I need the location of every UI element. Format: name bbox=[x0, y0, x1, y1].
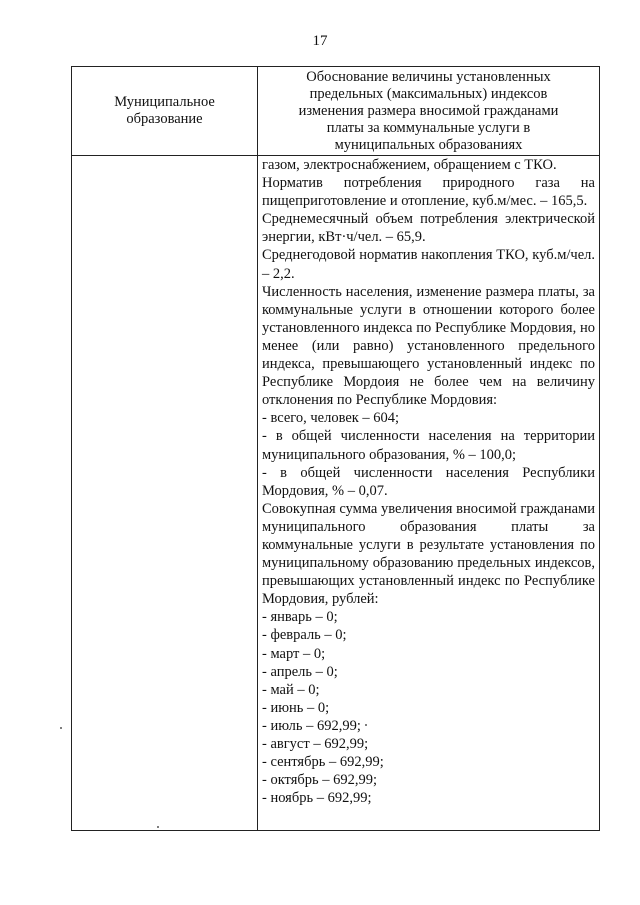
justification-content bbox=[262, 156, 595, 807]
header-justification-line: платы за коммунальные услуги в bbox=[326, 120, 531, 136]
content-paragraph: Совокупная сумма увеличения вносимой гражданами муниципального образования платы за коммунальные услуги в результате установления по муниципальному образованию предельных индексов, превышающих установленный индекс по Республике Мордовия, рублей: bbox=[262, 500, 595, 608]
content-list-item: - в общей численности населения на территории муниципального образования, % – 100,0; bbox=[262, 428, 595, 463]
header-justification-line: муниципальных образованиях bbox=[334, 137, 523, 153]
month-item: - сентябрь – 692,99; bbox=[262, 754, 384, 771]
header-justification bbox=[258, 68, 599, 155]
document-table bbox=[71, 66, 600, 831]
header-municipality bbox=[72, 67, 257, 155]
content-list-item: - всего, человек – 604; bbox=[262, 410, 400, 427]
content-list-item: - в общей численности населения Республики Мордовия, % – 0,07. bbox=[262, 464, 595, 499]
month-item: - июль – 692,99; bbox=[262, 717, 361, 734]
header-justification-line: предельных (максимальных) индексов bbox=[309, 86, 548, 102]
month-item: - август – 692,99; bbox=[262, 736, 369, 752]
content-paragraph: Среднегодовой норматив накопления ТКО, куб.м/чел. – 2,2. bbox=[262, 247, 595, 282]
scan-speck bbox=[157, 826, 159, 828]
content-paragraph: Среднемесячный объем потребления электрической энергии, кВт·ч/чел. – 65,9. bbox=[262, 211, 595, 246]
month-item: - июнь – 0; bbox=[262, 699, 330, 716]
month-item: - апрель – 0; bbox=[262, 663, 338, 680]
content-paragraph: газом, электроснабжением, обращением с ТКО. bbox=[262, 157, 557, 173]
column-divider bbox=[257, 67, 258, 830]
content-paragraph: Норматив потребления природного газа на пищеприготовление и отопление, куб.м/мес. – 165,5. bbox=[262, 175, 595, 210]
scan-speck bbox=[60, 727, 62, 729]
content-paragraph: Численность населения, изменение размера платы, за коммунальные услуги в отношении которого более установленного индекса по Республике Мордовия, но менее (или равно) установленного предельного индекса, превышающего установленный индекс по Республике Мордоия не более чем на величину отклонения по Республике Мордовия: bbox=[262, 283, 595, 409]
header-justification-line: изменения размера вносимой гражданами bbox=[298, 103, 559, 119]
scan-speck bbox=[365, 724, 367, 726]
page-number: 17 bbox=[312, 33, 328, 49]
month-item: - ноябрь – 692,99; bbox=[262, 790, 372, 807]
month-item: - октябрь – 692,99; bbox=[262, 772, 378, 789]
month-item: - январь – 0; bbox=[262, 609, 338, 626]
month-item: - март – 0; bbox=[262, 645, 326, 662]
header-municipality-text: Муниципальное образование bbox=[114, 94, 215, 127]
month-item: - февраль – 0; bbox=[262, 627, 347, 644]
header-justification-line: Обоснование величины установленных bbox=[306, 69, 551, 85]
month-item: - май – 0; bbox=[262, 681, 320, 698]
